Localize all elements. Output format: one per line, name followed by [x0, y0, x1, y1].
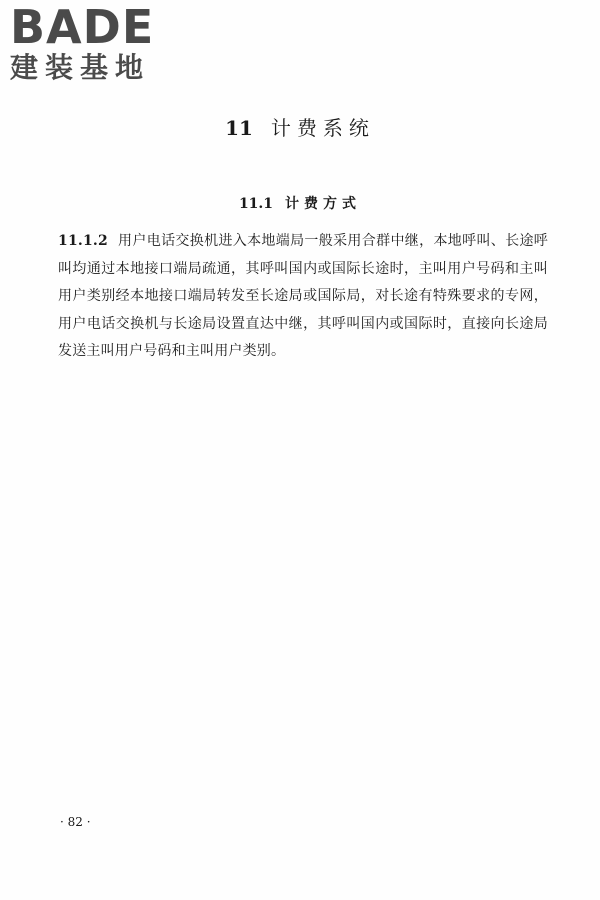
clause-number: 11.1.2: [58, 233, 108, 249]
clause-text: 用户电话交换机进入本地端局一般采用合群中继，本地呼叫、长途呼叫均通过本地接口端局疏通，其呼叫国内或国际长途时，主叫用户号码和主叫用户类别经本地接口端局转发至长途局或国际局，对长途有特殊要求的专网，用户电话交换机与长途局设置直达中继，其呼叫国内或国际时，直接向长途局发送主叫用户号码和主叫用户类别。: [58, 233, 548, 359]
section-heading: [0, 193, 600, 215]
section-title: 计费方式: [285, 196, 362, 212]
chapter-number: 11: [225, 116, 253, 140]
page-number: · 82 ·: [60, 815, 91, 829]
logo-subtitle: 建装基地: [10, 51, 151, 84]
logo-wordmark: BADE: [10, 0, 155, 54]
chapter-title: 计费系统: [270, 116, 375, 140]
logo: [8, 0, 174, 84]
section-number: 11.1: [238, 196, 274, 212]
chapter-heading: [0, 114, 600, 142]
clause-paragraph: [58, 228, 548, 366]
